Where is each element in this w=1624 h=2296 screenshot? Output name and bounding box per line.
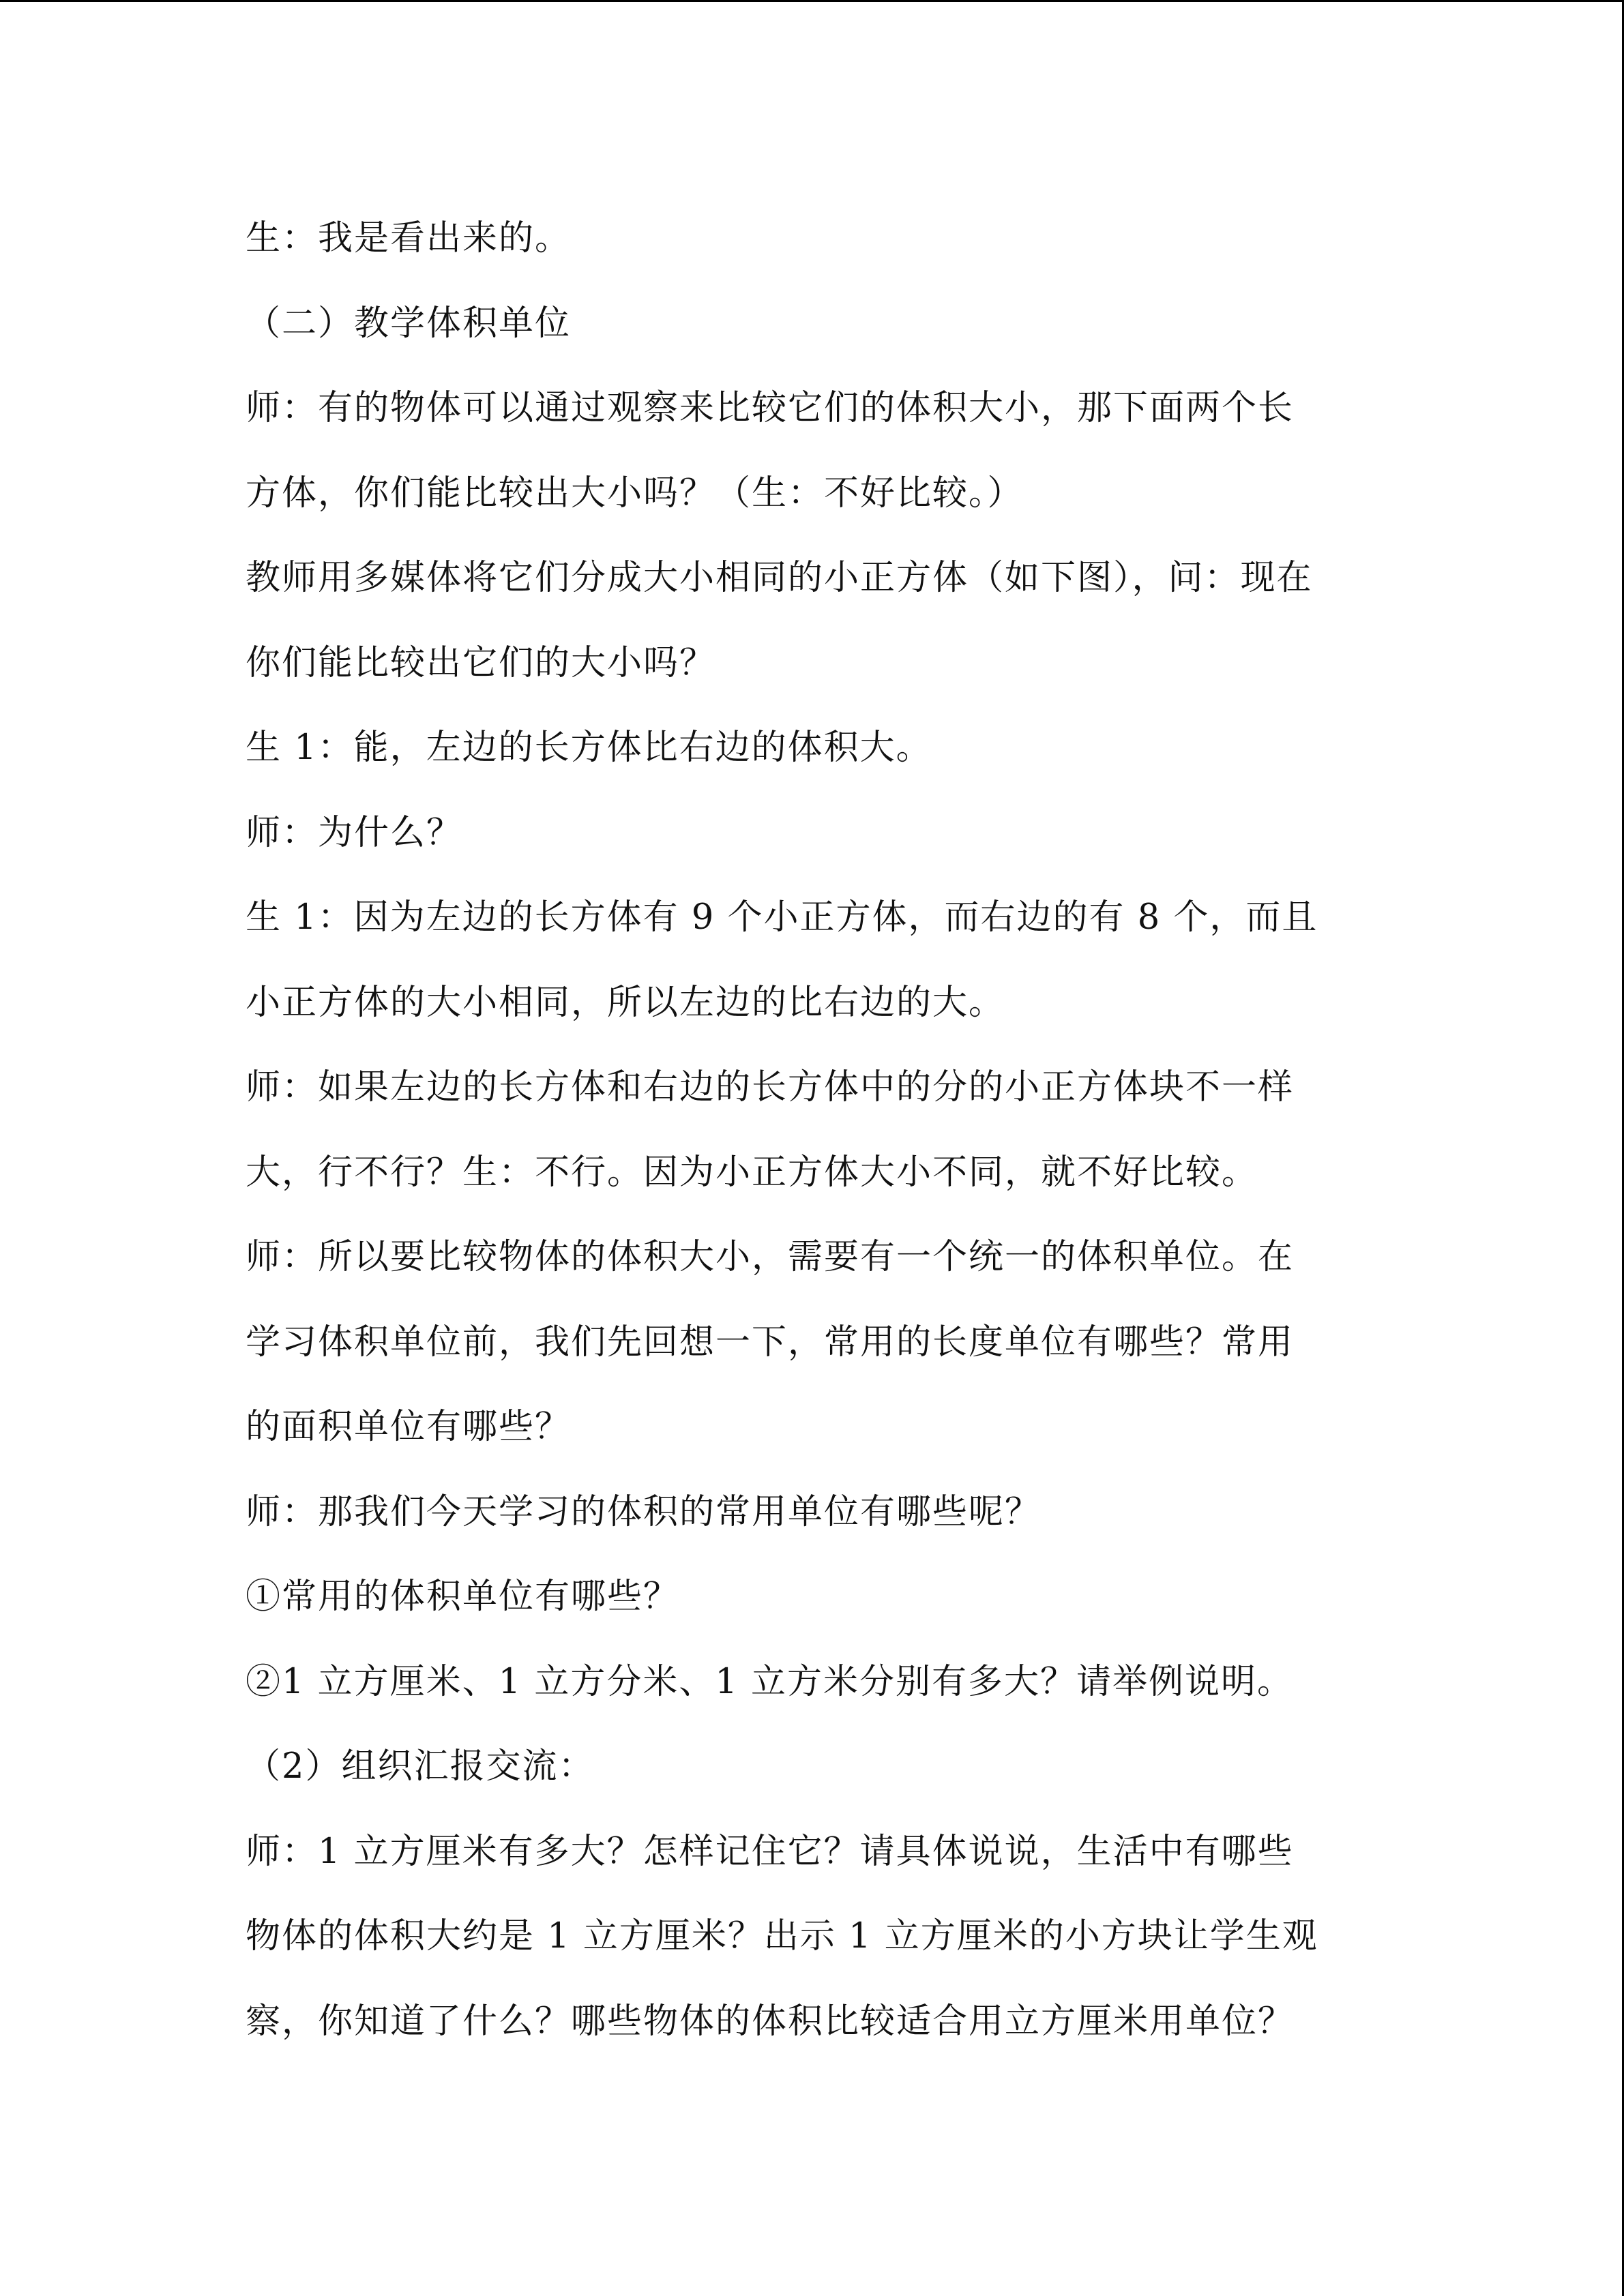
text-line: 察，你知道了什么？哪些物体的体积比较适合用立方厘米用单位？ (246, 2001, 1295, 2042)
text-line: 师：如果左边的长方体和右边的长方体中的分的小正方体块不一样 (246, 1067, 1295, 1107)
text-line: 生 1：因为左边的长方体有 9 个小正方体，而右边的有 8 个，而且 (246, 897, 1318, 938)
text-line: 学习体积单位前，我们先回想一下，常用的长度单位有哪些？常用 (246, 1322, 1295, 1362)
list-item: ②1 立方厘米、1 立方分米、1 立方米分别有多大？请举例说明。 (246, 1661, 1293, 1702)
section-heading: （2）组织汇报交流： (246, 1746, 595, 1787)
text-line: 教师用多媒体将它们分成大小相同的小正方体（如下图），问：现在 (246, 558, 1313, 598)
list-item: ①常用的体积单位有哪些？ (246, 1577, 680, 1617)
text-line: 物体的体积大约是 1 立方厘米？出示 1 立方厘米的小方块让学生观 (246, 1916, 1318, 1956)
text-line: 师：所以要比较物体的体积大小，需要有一个统一的体积单位。在 (246, 1237, 1295, 1277)
text-line: 的面积单位有哪些？ (246, 1407, 572, 1447)
text-line: 师：为什么？ (246, 812, 463, 853)
text-line: 生 1：能，左边的长方体比右边的体积大。 (246, 728, 932, 768)
text-line: 方体，你们能比较出大小吗？（生：不好比较。） (246, 473, 1024, 513)
document-body (246, 196, 1391, 2064)
text-line: 师：1 立方厘米有多大？怎样记住它？请具体说说，生活中有哪些 (246, 1831, 1294, 1872)
page-top-border (0, 0, 1624, 2)
text-line: 你们能比较出它们的大小吗？ (246, 642, 716, 683)
text-line: 大，行不行？生：不行。因为小正方体大小不同，就不好比较。 (246, 1152, 1258, 1193)
text-line: 师：有的物体可以通过观察来比较它们的体积大小，那下面两个长 (246, 388, 1295, 428)
section-heading: （二）教学体积单位 (246, 303, 572, 344)
text-line: 师：那我们今天学习的体积的常用单位有哪些呢？ (246, 1491, 1042, 1532)
text-line: 小正方体的大小相同，所以左边的比右边的大。 (246, 982, 1005, 1023)
text-line: 生：我是看出来的。 (246, 218, 572, 258)
